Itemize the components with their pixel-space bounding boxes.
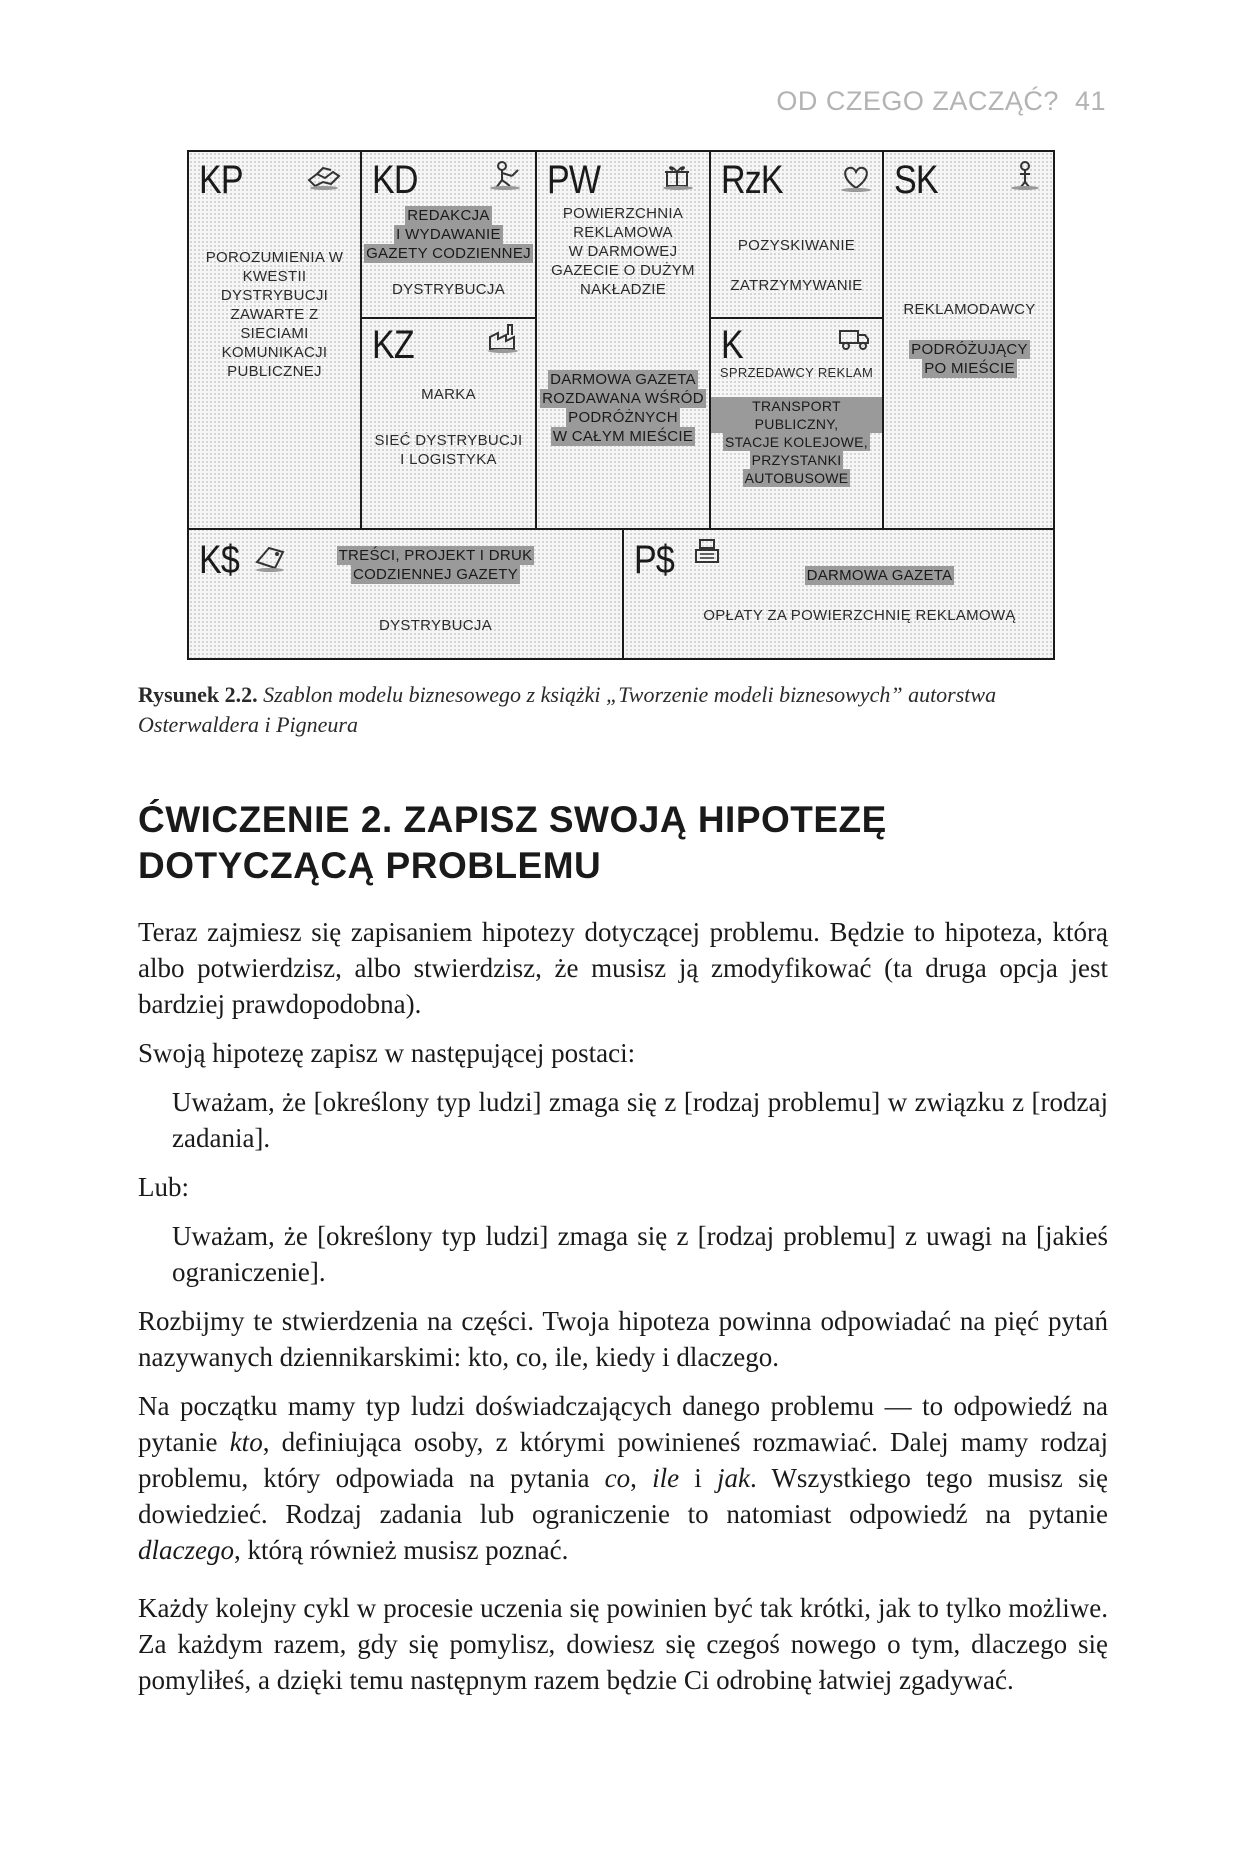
highlight-line: AUTOBUSOWE — [744, 470, 849, 486]
emphasis: dlaczego — [138, 1535, 234, 1565]
emphasis: co — [604, 1463, 631, 1493]
block-text: SPRZEDAWCY REKLAM — [719, 365, 874, 380]
paragraph — [138, 1388, 1108, 1568]
figure-caption-text: Szablon modelu biznesowego z książki „Tworzenie modeli biznesowych” autorstwa Osterwaldera i Pigneura — [138, 682, 997, 737]
figure-label: Rysunek 2.2. — [138, 682, 258, 707]
block-text: POROZUMIENIA W KWESTII DYSTRYBUCJI ZAWARTE Z SIECIAMI KOMUNIKACJI PUBLICZNEJ — [205, 249, 344, 380]
text-run: , którą również musisz poznać. — [233, 1535, 569, 1565]
highlight-line: STACJE KOLEJOWE, — [724, 434, 868, 450]
handshake-icon — [307, 162, 341, 192]
highlight-line: TRANSPORT PUBLICZNY, — [711, 397, 882, 433]
emphasis: ile — [652, 1463, 680, 1493]
person-icon — [1008, 160, 1042, 190]
block-code: SK — [894, 158, 938, 202]
block-highlight — [744, 566, 1015, 585]
emphasis: kto — [229, 1427, 263, 1457]
block-text: DYSTRYBUCJA — [391, 281, 506, 298]
highlight-line: TREŚCI, PROJEKT I DRUK — [338, 547, 533, 564]
block-text — [362, 431, 535, 469]
text-line: REKLAMOWA — [573, 224, 673, 241]
block-key-partners — [189, 152, 360, 528]
block-text: POZYSKIWANIE — [737, 237, 856, 254]
paragraph: Teraz zajmiesz się zapisaniem hipotezy dotyczącej problemu. Będzie to hipoteza, którą albo potwierdzisz, albo stwierdzisz, że musisz ją zmodyfikować (ta druga opcja jest bardziej prawdopodobna). — [138, 917, 1108, 1019]
heading-line: ĆWICZENIE 2. ZAPISZ SWOJĄ HIPOTEZĘ — [138, 799, 887, 840]
block-highlight — [362, 206, 535, 263]
block-key-resources — [362, 319, 535, 528]
price-tag-icon — [253, 542, 287, 572]
gift-icon — [661, 160, 695, 190]
text-run: . Wszystkiego tego musisz się dowiedzieć. Rodzaj zadania lub ograniczenie to natomiast odpowiedź na pytanie — [138, 1463, 1108, 1529]
block-text — [537, 204, 709, 299]
block-cost-structure — [189, 530, 622, 660]
running-head — [776, 86, 1106, 117]
block-customer-relationships — [711, 152, 882, 317]
running-head-title: OD CZEGO ZACZĄĆ? — [776, 86, 1059, 116]
block-text: MARKA — [421, 386, 476, 403]
highlight-line: W CAŁYM MIEŚCIE — [552, 428, 694, 445]
heading-line: DOTYCZĄCĄ PROBLEMU — [138, 845, 602, 886]
block-text: REKLAMODAWCY — [903, 301, 1036, 318]
business-model-canvas — [187, 150, 1055, 660]
block-highlight — [537, 370, 709, 446]
truck-icon — [837, 323, 871, 353]
text-run: i — [679, 1463, 717, 1493]
emphasis: jak — [716, 1463, 750, 1493]
body-text — [138, 914, 1108, 1711]
block-code: P$ — [634, 538, 674, 582]
block-code: PW — [547, 158, 601, 202]
paragraph: Lub: — [138, 1172, 189, 1202]
highlight-line: REDAKCJA — [407, 207, 490, 224]
highlight-line: PODRÓŻUJĄCY — [911, 341, 1028, 358]
text-run: Na początku mamy typ ludzi doświadczających danego problemu — to odpowiedź na pytanie — [138, 1391, 1108, 1457]
paragraph: Swoją hipotezę zapisz w następującej postaci: — [138, 1038, 636, 1068]
hypothesis-template: Uważam, że [określony typ ludzi] zmaga się z [rodzaj problemu] z uwagi na [jakieś ograniczenie]. — [172, 1221, 1108, 1287]
figure-caption — [138, 680, 1108, 740]
text-line: GAZECIE O DUŻYM — [551, 262, 695, 279]
text-line: POWIERZCHNIA — [562, 205, 684, 222]
block-text: ZATRZYMYWANIE — [730, 277, 863, 294]
block-text: OPŁATY ZA POWIERZCHNIĘ REKLAMOWĄ — [703, 607, 1016, 624]
block-text: DYSTRYBUCJA — [378, 617, 493, 634]
highlight-line: PO MIEŚCIE — [924, 360, 1015, 377]
block-highlight — [289, 546, 582, 584]
text-line: SIEĆ DYSTRYBUCJI — [374, 432, 523, 449]
block-code: KP — [199, 158, 243, 202]
cash-register-icon — [690, 536, 724, 566]
block-revenue-streams — [624, 530, 1055, 660]
highlight-line: PODRÓŻNYCH — [568, 409, 678, 426]
block-highlight — [711, 397, 882, 487]
block-channels — [711, 319, 882, 528]
text-run: , definiująca osoby, z którymi powinieneś rozmawiać. Dalej mamy rodzaj problemu, który odpowiada na pytania — [138, 1427, 1108, 1493]
highlight-line: CODZIENNEJ GAZETY — [352, 566, 519, 583]
text-line: NAKŁADZIE — [579, 281, 667, 298]
paragraph: Każdy kolejny cykl w procesie uczenia się powinien być tak krótki, jak to tylko możliwe. Za każdym razem, gdy się pomylisz, dowiesz się czegoś nowego o tym, dlaczego się pomyliłeś, a dzięki temu następnym razem będzie Ci odrobinę łatwiej zgadywać. — [138, 1593, 1108, 1695]
block-highlight — [884, 340, 1055, 378]
highlight-line: DARMOWA GAZETA — [806, 567, 953, 584]
block-code: KZ — [372, 323, 414, 367]
worker-icon — [488, 160, 522, 190]
highlight-line: ROZDAWANA WŚRÓD — [542, 390, 704, 407]
block-code: K$ — [199, 538, 239, 582]
highlight-line: DARMOWA GAZETA — [550, 371, 696, 388]
block-code: KD — [372, 158, 418, 202]
text-line: W DARMOWEJ — [568, 243, 678, 260]
text-run: , — [630, 1463, 653, 1493]
section-heading — [138, 797, 1098, 889]
highlight-line: PRZYSTANKI — [751, 452, 842, 468]
page-number: 41 — [1074, 86, 1106, 116]
highlight-line: GAZETY CODZIENNEJ — [366, 245, 531, 262]
text-line: I LOGISTYKA — [400, 451, 497, 468]
paragraph: Rozbijmy te stwierdzenia na części. Twoja hipoteza powinna odpowiadać na pięć pytań nazywanych dziennikarskimi: kto, co, ile, kiedy i dlaczego. — [138, 1306, 1108, 1372]
heart-icon — [839, 162, 873, 192]
hypothesis-template: Uważam, że [określony typ ludzi] zmaga się z [rodzaj problemu] w związku z [rodzaj zadania]. — [172, 1087, 1108, 1153]
block-customer-segments — [884, 152, 1055, 528]
block-value-proposition — [537, 152, 709, 528]
block-key-activities — [362, 152, 535, 317]
block-code: K — [721, 323, 743, 367]
factory-icon — [486, 323, 520, 353]
highlight-line: I WYDAWANIE — [396, 226, 501, 243]
block-code: RzK — [721, 158, 783, 202]
